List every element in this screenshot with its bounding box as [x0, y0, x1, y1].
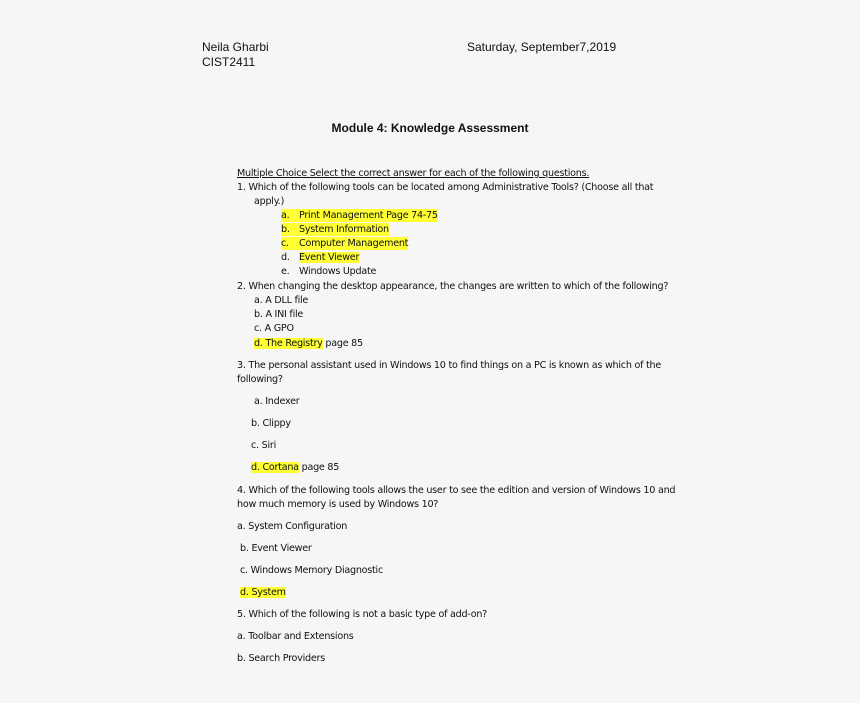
question-3-option-c: c. Siri	[251, 440, 276, 451]
page-title: Module 4: Knowledge Assessment	[331, 121, 529, 135]
question-3-line-1: 3. The personal assistant used in Windows 10 to find things on a PC is known as which of the	[237, 360, 661, 371]
question-1-option-b: b. System Information	[281, 224, 389, 235]
question-4-line-2: how much memory is used by Windows 10?	[237, 499, 439, 510]
question-2-option-b: b. A INI file	[254, 309, 304, 320]
question-5-text: 5. Which of the following is not a basic type of add-on?	[237, 609, 487, 620]
question-3-answer: d. Cortana page 85	[251, 462, 340, 473]
instructions: Multiple Choice Select the correct answer for each of the following questions.	[237, 168, 590, 179]
question-4-answer: d. System	[240, 587, 286, 598]
question-2-option-a: a. A DLL file	[254, 295, 309, 306]
question-2-option-c: c. A GPO	[254, 323, 294, 334]
course-code: CIST2411	[202, 55, 256, 69]
question-1-option-a: a. Print Management Page 74-75	[281, 210, 438, 221]
question-1-option-d: d. Event Viewer	[281, 252, 360, 263]
question-1-option-c: c. Computer Management	[281, 238, 409, 249]
question-1-line-1: 1. Which of the following tools can be located among Administrative Tools? (Choose all that	[237, 182, 654, 193]
question-4-option-a: a. System Configuration	[237, 521, 348, 532]
question-5-option-b: b. Search Providers	[237, 653, 325, 664]
question-3-line-2: following?	[237, 374, 283, 385]
question-1-option-e: e. Windows Update	[281, 266, 377, 277]
question-3-option-b: b. Clippy	[251, 418, 291, 429]
question-5-option-a: a. Toolbar and Extensions	[237, 631, 354, 642]
question-3-option-a: a. Indexer	[254, 396, 300, 407]
question-4-line-1: 4. Which of the following tools allows the user to see the edition and version of Windows 10 and	[237, 485, 676, 496]
question-2-answer: d. The Registry page 85	[254, 338, 363, 349]
question-2-text: 2. When changing the desktop appearance, the changes are written to which of the following?	[237, 281, 669, 292]
author-name: Neila Gharbi	[202, 40, 269, 54]
question-1-line-2: apply.)	[254, 196, 285, 207]
question-4-option-c: c. Windows Memory Diagnostic	[240, 565, 383, 576]
question-4-option-b: b. Event Viewer	[240, 543, 312, 554]
document-date: Saturday, September7,2019	[467, 40, 617, 54]
